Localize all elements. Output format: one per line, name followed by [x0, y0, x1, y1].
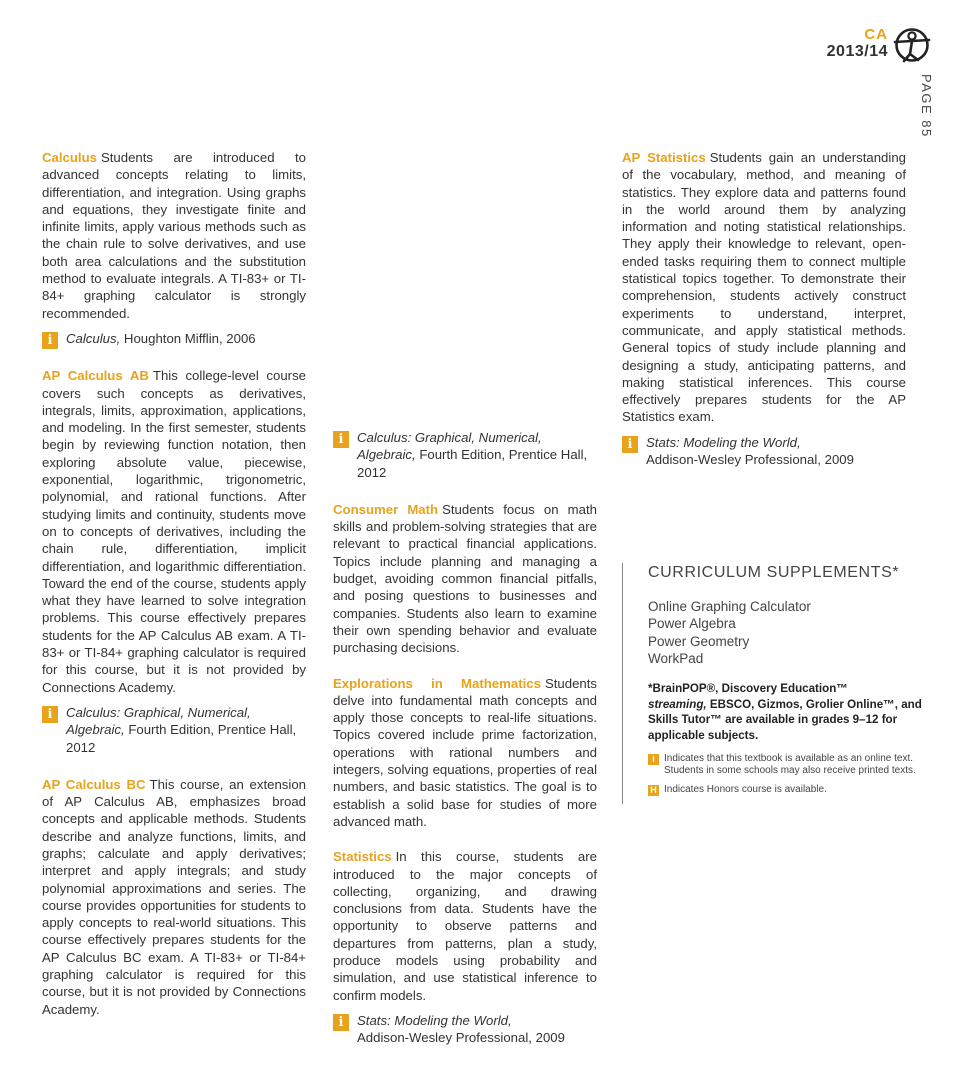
supplement-item: Power Algebra: [648, 616, 736, 632]
legend-text: Indicates that this textbook is available as an online text. Students in some schools may also receive printed texts.: [664, 753, 916, 776]
textbook-ap-calculus-bc: [333, 429, 597, 481]
textbook-details: Addison-Wesley Professional, 2009: [646, 452, 854, 468]
course-title: AP Statistics: [622, 150, 706, 165]
course-ap-calculus-bc: [42, 776, 306, 1018]
header-year: 2013/14: [826, 43, 888, 60]
supplement-item: Online Graphing Calculator: [648, 599, 811, 614]
note-streaming: streaming,: [648, 697, 707, 711]
course-consumer-math: [333, 501, 597, 657]
course-title: Consumer Math: [333, 501, 439, 517]
course-description: Students gain an understanding of the vocabulary, method, and meaning of statistics. They explore data and patterns found in the world around them by analyzing information and noting statistical relationships. They apply their knowledge to relevant, open-ended tasks requiring them to connect multiple statistical topics together. To demonstrate their comprehension, students actively construct experiments to understand, interpret, communicate, and apply statistical methods. General topics of study include planning and designing a study, anticipating patterns, and making statistical inferences. This course effectively prepares students for the AP Statistics exam.: [622, 150, 906, 425]
textbook-details: Houghton Mifflin, 2006: [123, 330, 256, 346]
column-1: [42, 149, 306, 1036]
course-title: Calculus: [42, 150, 97, 165]
supplement-item: Power Geometry: [648, 633, 750, 649]
course-description: Students delve into fundamental math concepts and apply those concepts to real-life situations. Topics covered include prime factorization, operations with rational numbers and integers, solving equations, properties of real numbers, and basic statistics. The goal is to establish a solid base for studies of more advanced math.: [333, 675, 597, 829]
course-explorations: [333, 675, 597, 831]
textbook-title: Calculus: Graphical, Numerical, Algebraic,: [357, 430, 542, 463]
course-statistics: [333, 848, 597, 1004]
page-number: PAGE 85: [919, 74, 934, 138]
textbook-title: Stats: Modeling the World,: [646, 434, 801, 450]
course-description: Students are introduced to advanced concepts relating to limits, differentiation, and integration. Using graphs and equations, they investigate finite and infinite limits, apply various methods such as the chain rule to solve derivatives, and use both area calculations and the substitution method to evaluate integrals. A TI-83+ or TI-84+ graphing calculator is strongly recommended.: [42, 150, 306, 321]
figure-in-circle-logo: [892, 24, 932, 64]
course-ap-statistics: [622, 149, 906, 426]
info-i-icon: i: [333, 1014, 349, 1031]
supplement-item: WorkPad: [648, 650, 704, 666]
textbook-title: Calculus: Graphical, Numerical, Algebraic,: [66, 704, 251, 738]
textbook-ap-calculus-ab: [42, 704, 306, 756]
course-title: AP Calculus AB: [42, 368, 149, 384]
textbook-title: Calculus,: [66, 330, 121, 346]
course-calculus: [42, 149, 306, 322]
info-i-icon: i: [42, 706, 58, 723]
course-description: Students focus on math skills and problem-solving strategies that are relevant to practical financial applications. Topics include planning and managing a budget, avoiding common financial pitfalls, and posing questions to businesses and companies. Students also learn to examine their own spending behavior and evaluate purchasing decisions.: [333, 501, 597, 656]
info-i-icon: i: [42, 332, 58, 349]
supplements-title: CURRICULUM SUPPLEMENTS*: [648, 564, 900, 581]
supplements-list: [648, 598, 922, 667]
legend-text: Indicates Honors course is available.: [664, 784, 827, 796]
legend-honors: [648, 784, 922, 796]
course-description: This college-level course covers such concepts as derivatives, integrals, limits, approximation, applications, and modeling. In the first semester, students begin by reviewing function notation, then exploring absolute value, piecewise, exponential, logarithmic, trigonometric, polynomial, and rational functions. After studying limits and continuity, students move on to concepts of derivatives, including the chain rule, differentiation, implicit differentiation, and logarithmic differentiation. Toward the end of the course, students apply what they have learned to solve integration problems. This course effectively prepares students for the AP Calculus AB exam. A TI-83+ or TI-84+ graphing calculator is required for this course, but it is not provided by Connections Academy.: [42, 368, 306, 695]
course-ap-calculus-ab: [42, 367, 306, 696]
textbook-statistics: [333, 1012, 597, 1047]
textbook-calculus: [42, 330, 306, 347]
textbook-details: Fourth Edition, Prentice Hall, 2012: [66, 722, 297, 755]
textbook-ap-statistics: [622, 434, 906, 469]
note-brands: *BrainPOP®, Discovery Education™: [648, 682, 848, 696]
course-title: AP Calculus BC: [42, 776, 146, 792]
course-title: Statistics: [333, 849, 392, 865]
note-availability: EBSCO, Gizmos, Grolier Online™, and Skills Tutor™ are available in grades 9–12 for applicable subjects.: [648, 697, 922, 742]
course-description: This course, an extension of AP Calculus AB, emphasizes broad concepts and applicable methods. Students describe and analyze functions, limits, and graphs; calculate and apply derivatives; interpret and apply integrals; and study polynomial approximations and series. The course provides opportunities for students to apply concepts to real-world situations. This course effectively prepares students for the AP Calculus BC exam. A TI-83+ or TI-84+ graphing calculator is required for this course, but it is not provided by Connections Academy.: [42, 776, 306, 1017]
legend-online-text: [648, 753, 922, 776]
honors-h-icon: H: [648, 785, 659, 796]
curriculum-supplements: [622, 563, 922, 804]
column-3: [622, 149, 906, 488]
column-2: [333, 149, 597, 1067]
course-title: Explorations in Mathematics: [333, 675, 541, 691]
header-state: CA: [864, 26, 888, 43]
info-i-icon: i: [622, 436, 638, 453]
info-i-icon: i: [333, 431, 349, 448]
textbook-details: Addison-Wesley Professional, 2009: [357, 1030, 565, 1046]
supplements-note: [648, 681, 922, 743]
course-description: In this course, students are introduced to the major concepts of collecting, organizing, and drawing conclusions from data. Students have the opportunity to observe patterns and departures from patterns, plan a study, produce models using probability and simulation, and use statistical inference to confirm models.: [333, 849, 597, 1003]
textbook-title: Stats: Modeling the World,: [357, 1012, 512, 1028]
textbook-details: Fourth Edition, Prentice Hall, 2012: [357, 447, 588, 480]
info-i-icon: i: [648, 754, 659, 765]
